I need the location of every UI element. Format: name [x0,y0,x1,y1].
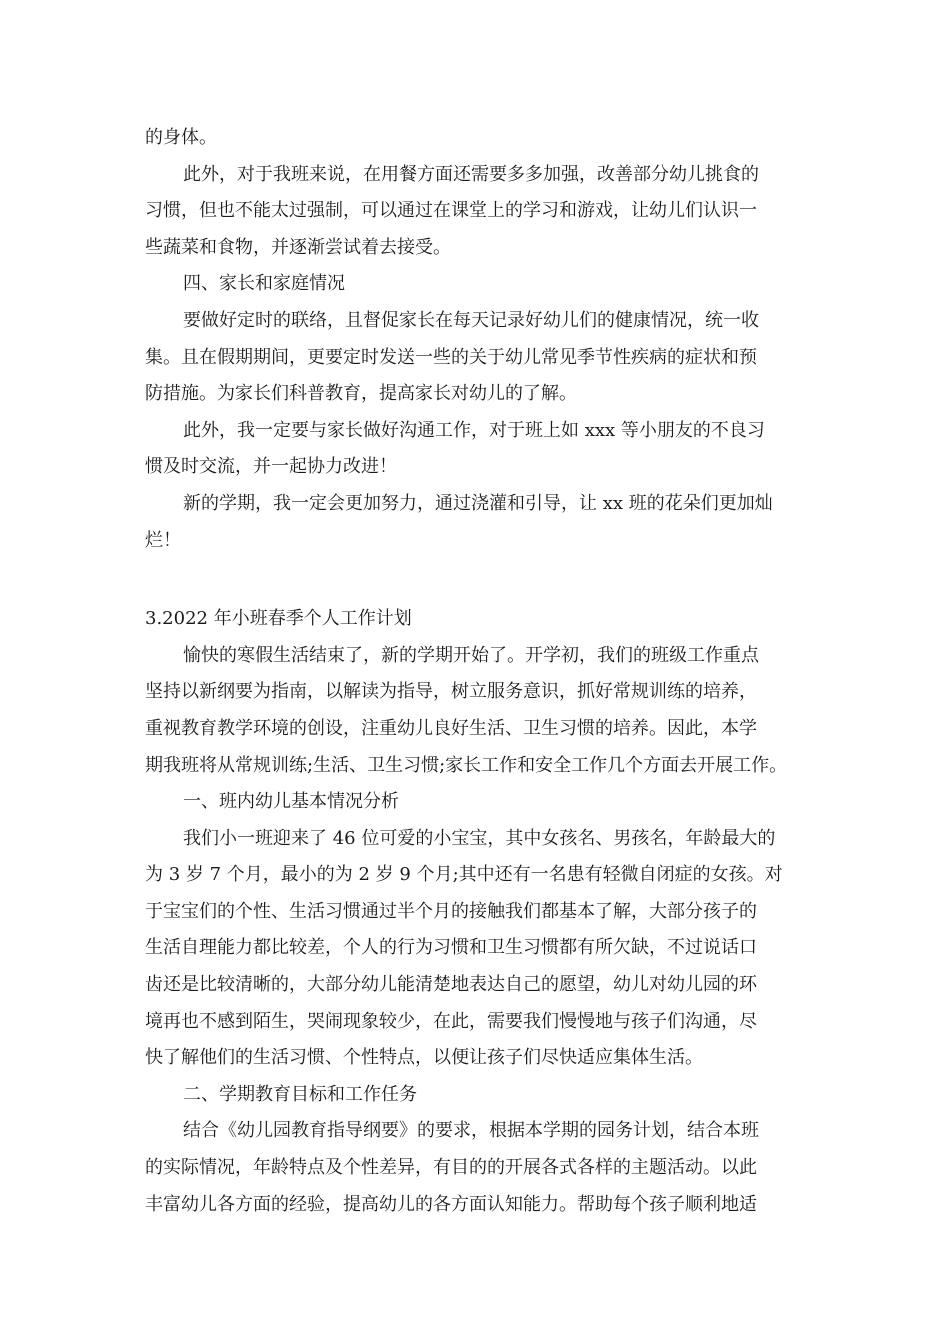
paragraph-line: 为 3 岁 7 个月，最小的为 2 岁 9 个月;其中还有一名患有轻微自闭症的女孩。对 [145,864,783,886]
paragraph-line: 坚持以新纲要为指南，以解读为指导，树立服务意识，抓好常规训练的培养， [145,681,757,703]
paragraph-line: 齿还是比较清晰的，大部分幼儿能清楚地表达自己的愿望，幼儿对幼儿园的环 [145,974,757,996]
paragraph-line: 些蔬菜和食物，并逐渐尝试着去接受。 [145,236,451,258]
paragraph-line: 生活自理能力都比较差，个人的行为习惯和卫生习惯都有所欠缺，不过说话口 [145,937,757,959]
paragraph-line: 愉快的寒假生活结束了，新的学期开始了。开学初，我们的班级工作重点 [183,644,759,666]
paragraph-line: 期我班将从常规训练;生活、卫生习惯;家长工作和安全工作几个方面去开展工作。 [145,754,788,776]
section-heading: 二、学期教育目标和工作任务 [183,1083,417,1105]
paragraph-line: 集。且在假期期间，更要定时发送一些的关于幼儿常见季节性疾病的症状和预 [145,346,757,368]
document-body [145,120,825,1223]
paragraph-line: 防措施。为家长们科普教育，提高家长对幼儿的了解。 [145,383,577,405]
paragraph-line: 重视教育教学环境的创设，注重幼儿良好生活、卫生习惯的培养。因此，本学 [145,717,757,739]
paragraph-line: 丰富幼儿各方面的经验，提高幼儿的各方面认知能力。帮助每个孩子顺利地适 [145,1193,757,1215]
section-spacer [145,559,825,595]
section-heading: 四、家长和家庭情况 [183,273,345,295]
paragraph-line: 习惯，但也不能太过强制，可以通过在课堂上的学习和游戏，让幼儿们认识一 [145,200,757,222]
paragraph-line: 要做好定时的联络，且督促家长在每天记录好幼儿们的健康情况，统一收 [183,309,759,331]
section-3 [145,601,825,1223]
paragraph-line: 此外，对于我班来说，在用餐方面还需要多多加强，改善部分幼儿挑食的 [183,163,759,185]
section-heading: 一、班内幼儿基本情况分析 [183,791,399,813]
paragraph-line: 的身体。 [145,127,217,148]
paragraph-line: 新的学期，我一定会更加努力，通过浇灌和引导，让 xx 班的花朵们更加灿 [183,492,773,514]
paragraph-line: 境再也不感到陌生，哭闹现象较少，在此，需要我们慢慢地与孩子们沟通，尽 [145,1010,757,1032]
paragraph-line: 此外，我一定要与家长做好沟通工作，对于班上如 xxx 等小朋友的不良习 [183,419,765,441]
section-title: 3.2022 年小班春季个人工作计划 [145,608,412,630]
previous-section [145,120,825,559]
paragraph-line: 于宝宝们的个性、生活习惯通过半个月的接触我们都基本了解，大部分孩子的 [145,900,757,922]
paragraph-line: 结合《幼儿园教育指导纲要》的要求，根据本学期的园务计划，结合本班 [183,1120,759,1142]
paragraph-line: 快了解他们的生活习惯、个性特点，以便让孩子们尽快适应集体生活。 [145,1047,703,1069]
paragraph-line: 我们小一班迎来了 46 位可爱的小宝宝，其中女孩名、男孩名，年龄最大的 [183,827,776,849]
paragraph-line: 惯及时交流，并一起协力改进！ [145,456,397,478]
paragraph-line: 烂！ [145,529,181,551]
paragraph-line: 的实际情况，年龄特点及个性差异，有目的的开展各式各样的主题活动。以此 [145,1157,757,1179]
